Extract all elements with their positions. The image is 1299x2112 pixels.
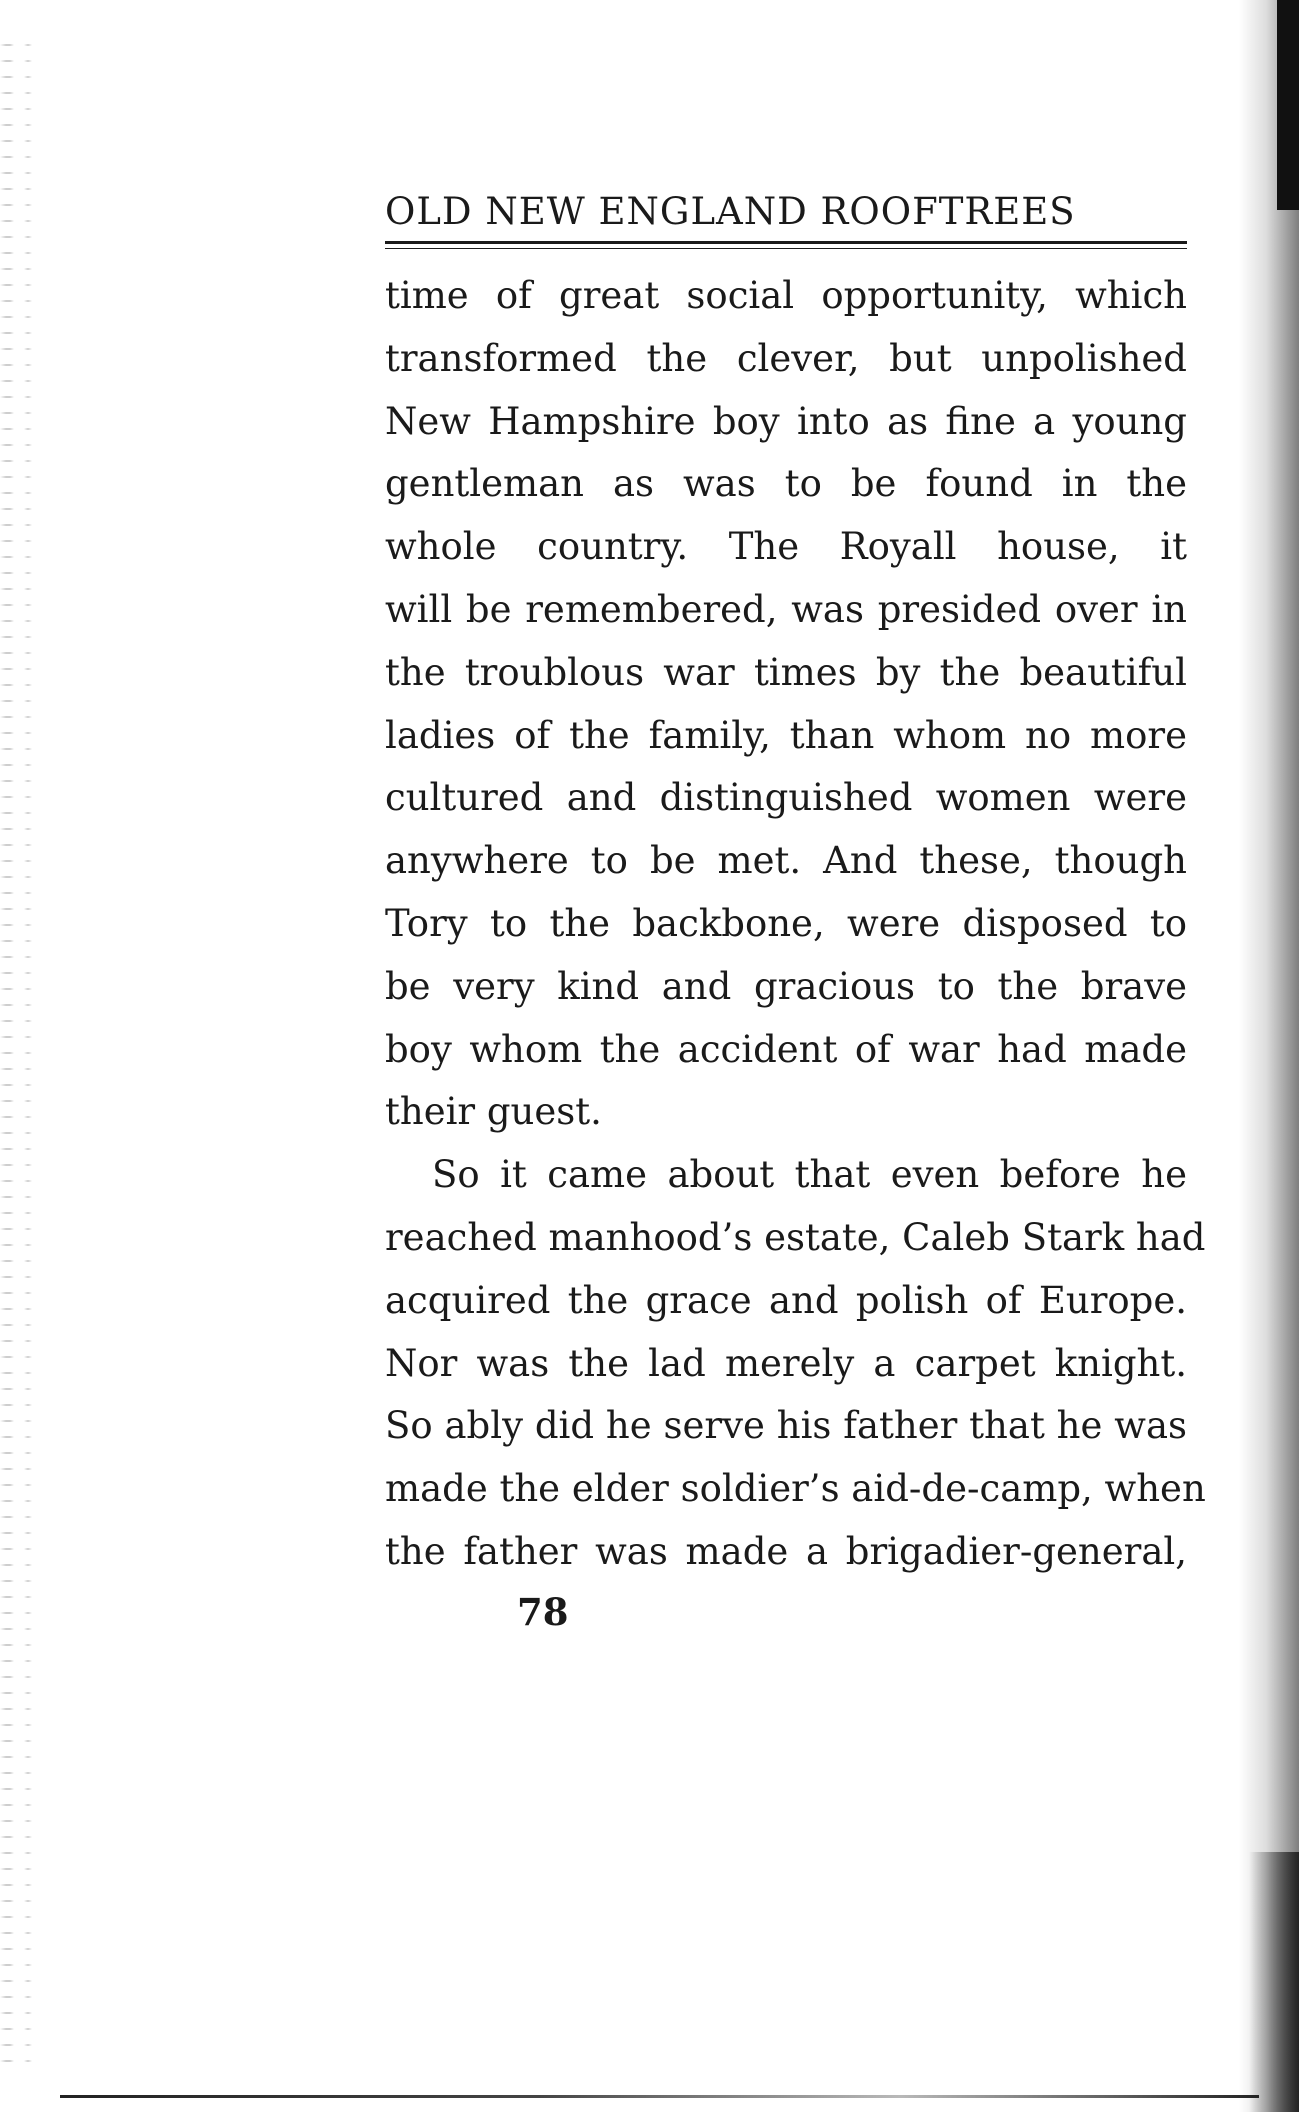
- text-line: Nor was the lad merely a carpet knight.: [385, 1341, 1187, 1385]
- text-line: transformed the clever, but unpolished: [385, 336, 1187, 380]
- running-head-rule: [385, 241, 1187, 249]
- text-line: boy whom the accident of war had made: [385, 1027, 1187, 1071]
- text-line: made the elder soldier’s aid-de-camp, when: [385, 1467, 1206, 1511]
- text-line: will be remembered, was presided over in: [385, 587, 1187, 631]
- text-line: gentleman as was to be found in the: [385, 462, 1187, 506]
- page-edge-shadow: [1239, 0, 1299, 2112]
- running-head: OLD NEW ENGLAND ROOFTREES: [385, 190, 1076, 233]
- book-page: [385, 190, 1206, 1634]
- text-line: Tory to the backbone, were disposed to: [385, 901, 1187, 945]
- text-line: cultured and distinguished women were: [385, 776, 1187, 820]
- text-line: So ably did he serve his father that he was: [385, 1404, 1187, 1448]
- text-line: anywhere to be met. And these, though: [385, 839, 1187, 883]
- text-line: reached manhood’s estate, Caleb Stark had: [385, 1215, 1206, 1259]
- body-text: [385, 265, 1206, 1584]
- text-line: time of great social opportunity, which: [385, 274, 1187, 317]
- paragraph-2: [385, 1144, 1206, 1584]
- text-line: whole country. The Royall house, it: [385, 525, 1187, 569]
- paragraph-1: [385, 265, 1187, 1144]
- page-number: 78: [517, 1589, 569, 1634]
- text-line: the troublous war times by the beautiful: [385, 650, 1187, 694]
- text-line: New Hampshire boy into as fine a young: [385, 399, 1187, 443]
- page-edge-shadow-bottom: [1249, 1852, 1299, 2112]
- text-line: their guest.: [385, 1090, 602, 1134]
- scan-gutter-marks: [0, 30, 60, 2070]
- text-line: be very kind and gracious to the brave: [385, 964, 1187, 1008]
- text-line: ladies of the family, than whom no more: [385, 713, 1187, 757]
- scan-bottom-edge: [60, 2095, 1259, 2098]
- text-line: So it came about that even before he: [432, 1153, 1187, 1197]
- text-line: the father was made a brigadier-general,: [385, 1529, 1187, 1573]
- page-edge-shadow-top: [1277, 0, 1299, 210]
- text-line: acquired the grace and polish of Europe.: [385, 1278, 1187, 1322]
